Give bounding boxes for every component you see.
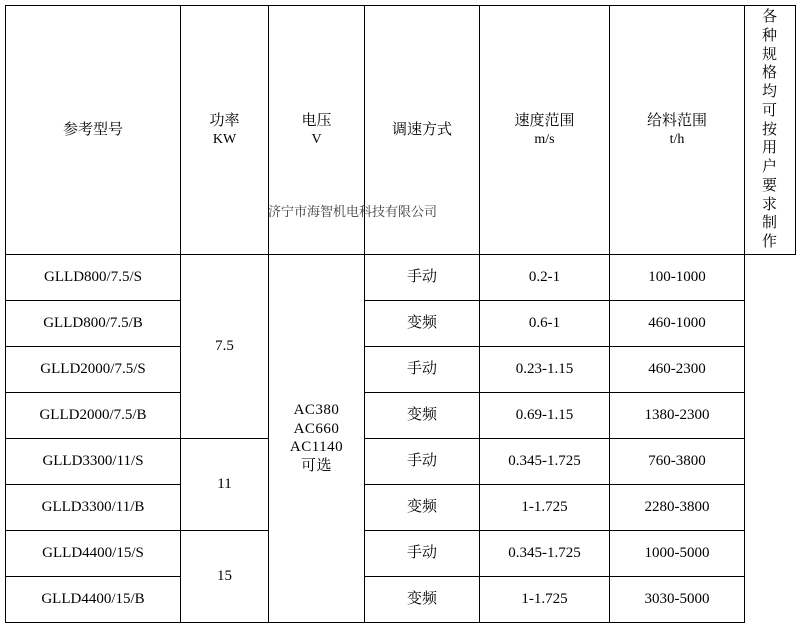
cell-model: GLLD800/7.5/B [6, 300, 181, 346]
table-row [6, 254, 796, 300]
note-char-5: 可 [761, 102, 778, 119]
cell-speed-mode: 手动 [365, 346, 480, 392]
cell-feed-range: 1380-2300 [610, 392, 745, 438]
note-char-3: 格 [761, 65, 778, 82]
cell-speed-range: 0.69-1.15 [480, 392, 610, 438]
cell-speed-range: 1-1.725 [480, 576, 610, 622]
note-column [745, 6, 796, 255]
note-char-4: 均 [761, 84, 778, 100]
cell-feed-range: 3030-5000 [610, 576, 745, 622]
cell-speed-mode: 变频 [365, 484, 480, 530]
cell-model: GLLD3300/11/S [6, 438, 181, 484]
table-row [6, 530, 796, 576]
header-feed-range [610, 6, 745, 255]
table-row [6, 392, 796, 438]
cell-speed-range: 0.6-1 [480, 300, 610, 346]
header-row [6, 6, 796, 255]
cell-speed-range: 0.23-1.15 [480, 346, 610, 392]
note-char-12: 作 [761, 234, 778, 250]
cell-feed-range: 100-1000 [610, 254, 745, 300]
cell-speed-range: 0.345-1.725 [480, 530, 610, 576]
cell-model: GLLD800/7.5/S [6, 254, 181, 300]
cell-power: 11 [181, 438, 269, 530]
note-char-0: 各 [761, 9, 778, 25]
watermark-text: 济宁市海智机电科技有限公司 [268, 204, 438, 219]
cell-speed-range: 0.345-1.725 [480, 438, 610, 484]
table-body [6, 254, 796, 622]
table-header [6, 6, 796, 255]
note-char-6: 按 [761, 121, 778, 138]
header-voltage-line1: 电压 [301, 112, 332, 129]
cell-feed-range: 460-2300 [610, 346, 745, 392]
voltage-option-3: 可选 [300, 458, 332, 474]
header-power-unit: KW [212, 131, 237, 147]
header-speed-range [480, 6, 610, 255]
voltage-option-2: AC1140 [289, 439, 344, 456]
cell-model: GLLD2000/7.5/B [6, 392, 181, 438]
header-speed-mode-line1: 调速方式 [391, 121, 452, 138]
note-char-7: 用 [761, 140, 778, 157]
voltage-option-0: AC380 [293, 401, 340, 418]
header-speed-range-line1: 速度范围 [514, 112, 575, 129]
cell-feed-range: 460-1000 [610, 300, 745, 346]
cell-power: 15 [181, 530, 269, 622]
table-row [6, 346, 796, 392]
table-row [6, 300, 796, 346]
header-model [6, 6, 181, 255]
cell-speed-mode: 手动 [365, 438, 480, 484]
voltage-option-1: AC660 [293, 420, 340, 437]
cell-speed-mode: 变频 [365, 392, 480, 438]
cell-speed-mode: 手动 [365, 254, 480, 300]
specification-table [5, 5, 796, 623]
note-char-8: 户 [761, 159, 778, 175]
cell-feed-range: 760-3800 [610, 438, 745, 484]
header-speed-range-unit: m/s [534, 131, 555, 147]
cell-speed-range: 0.2-1 [480, 254, 610, 300]
cell-speed-mode: 变频 [365, 300, 480, 346]
cell-model: GLLD3300/11/B [6, 484, 181, 530]
note-char-10: 求 [761, 196, 778, 213]
header-power-line1: 功率 [209, 112, 240, 129]
note-char-11: 制 [761, 215, 778, 232]
table-row [6, 438, 796, 484]
cell-speed-range: 1-1.725 [480, 484, 610, 530]
table-row [6, 576, 796, 622]
header-feed-range-line1: 给料范围 [646, 112, 707, 129]
cell-model: GLLD4400/15/B [6, 576, 181, 622]
cell-feed-range: 2280-3800 [610, 484, 745, 530]
cell-speed-mode: 变频 [365, 576, 480, 622]
note-char-1: 种 [761, 27, 778, 44]
note-char-2: 规 [761, 46, 778, 63]
note-char-9: 要 [761, 177, 778, 194]
cell-model: GLLD2000/7.5/S [6, 346, 181, 392]
header-power [181, 6, 269, 255]
header-model-line1: 参考型号 [62, 121, 123, 138]
cell-feed-range: 1000-5000 [610, 530, 745, 576]
cell-power: 7.5 [181, 254, 269, 438]
cell-model: GLLD4400/15/S [6, 530, 181, 576]
header-feed-range-unit: t/h [669, 131, 685, 147]
header-voltage-unit: V [311, 131, 322, 147]
cell-voltage [269, 254, 365, 622]
header-voltage [269, 6, 365, 255]
cell-speed-mode: 手动 [365, 530, 480, 576]
header-speed-mode [365, 6, 480, 255]
table-row [6, 484, 796, 530]
